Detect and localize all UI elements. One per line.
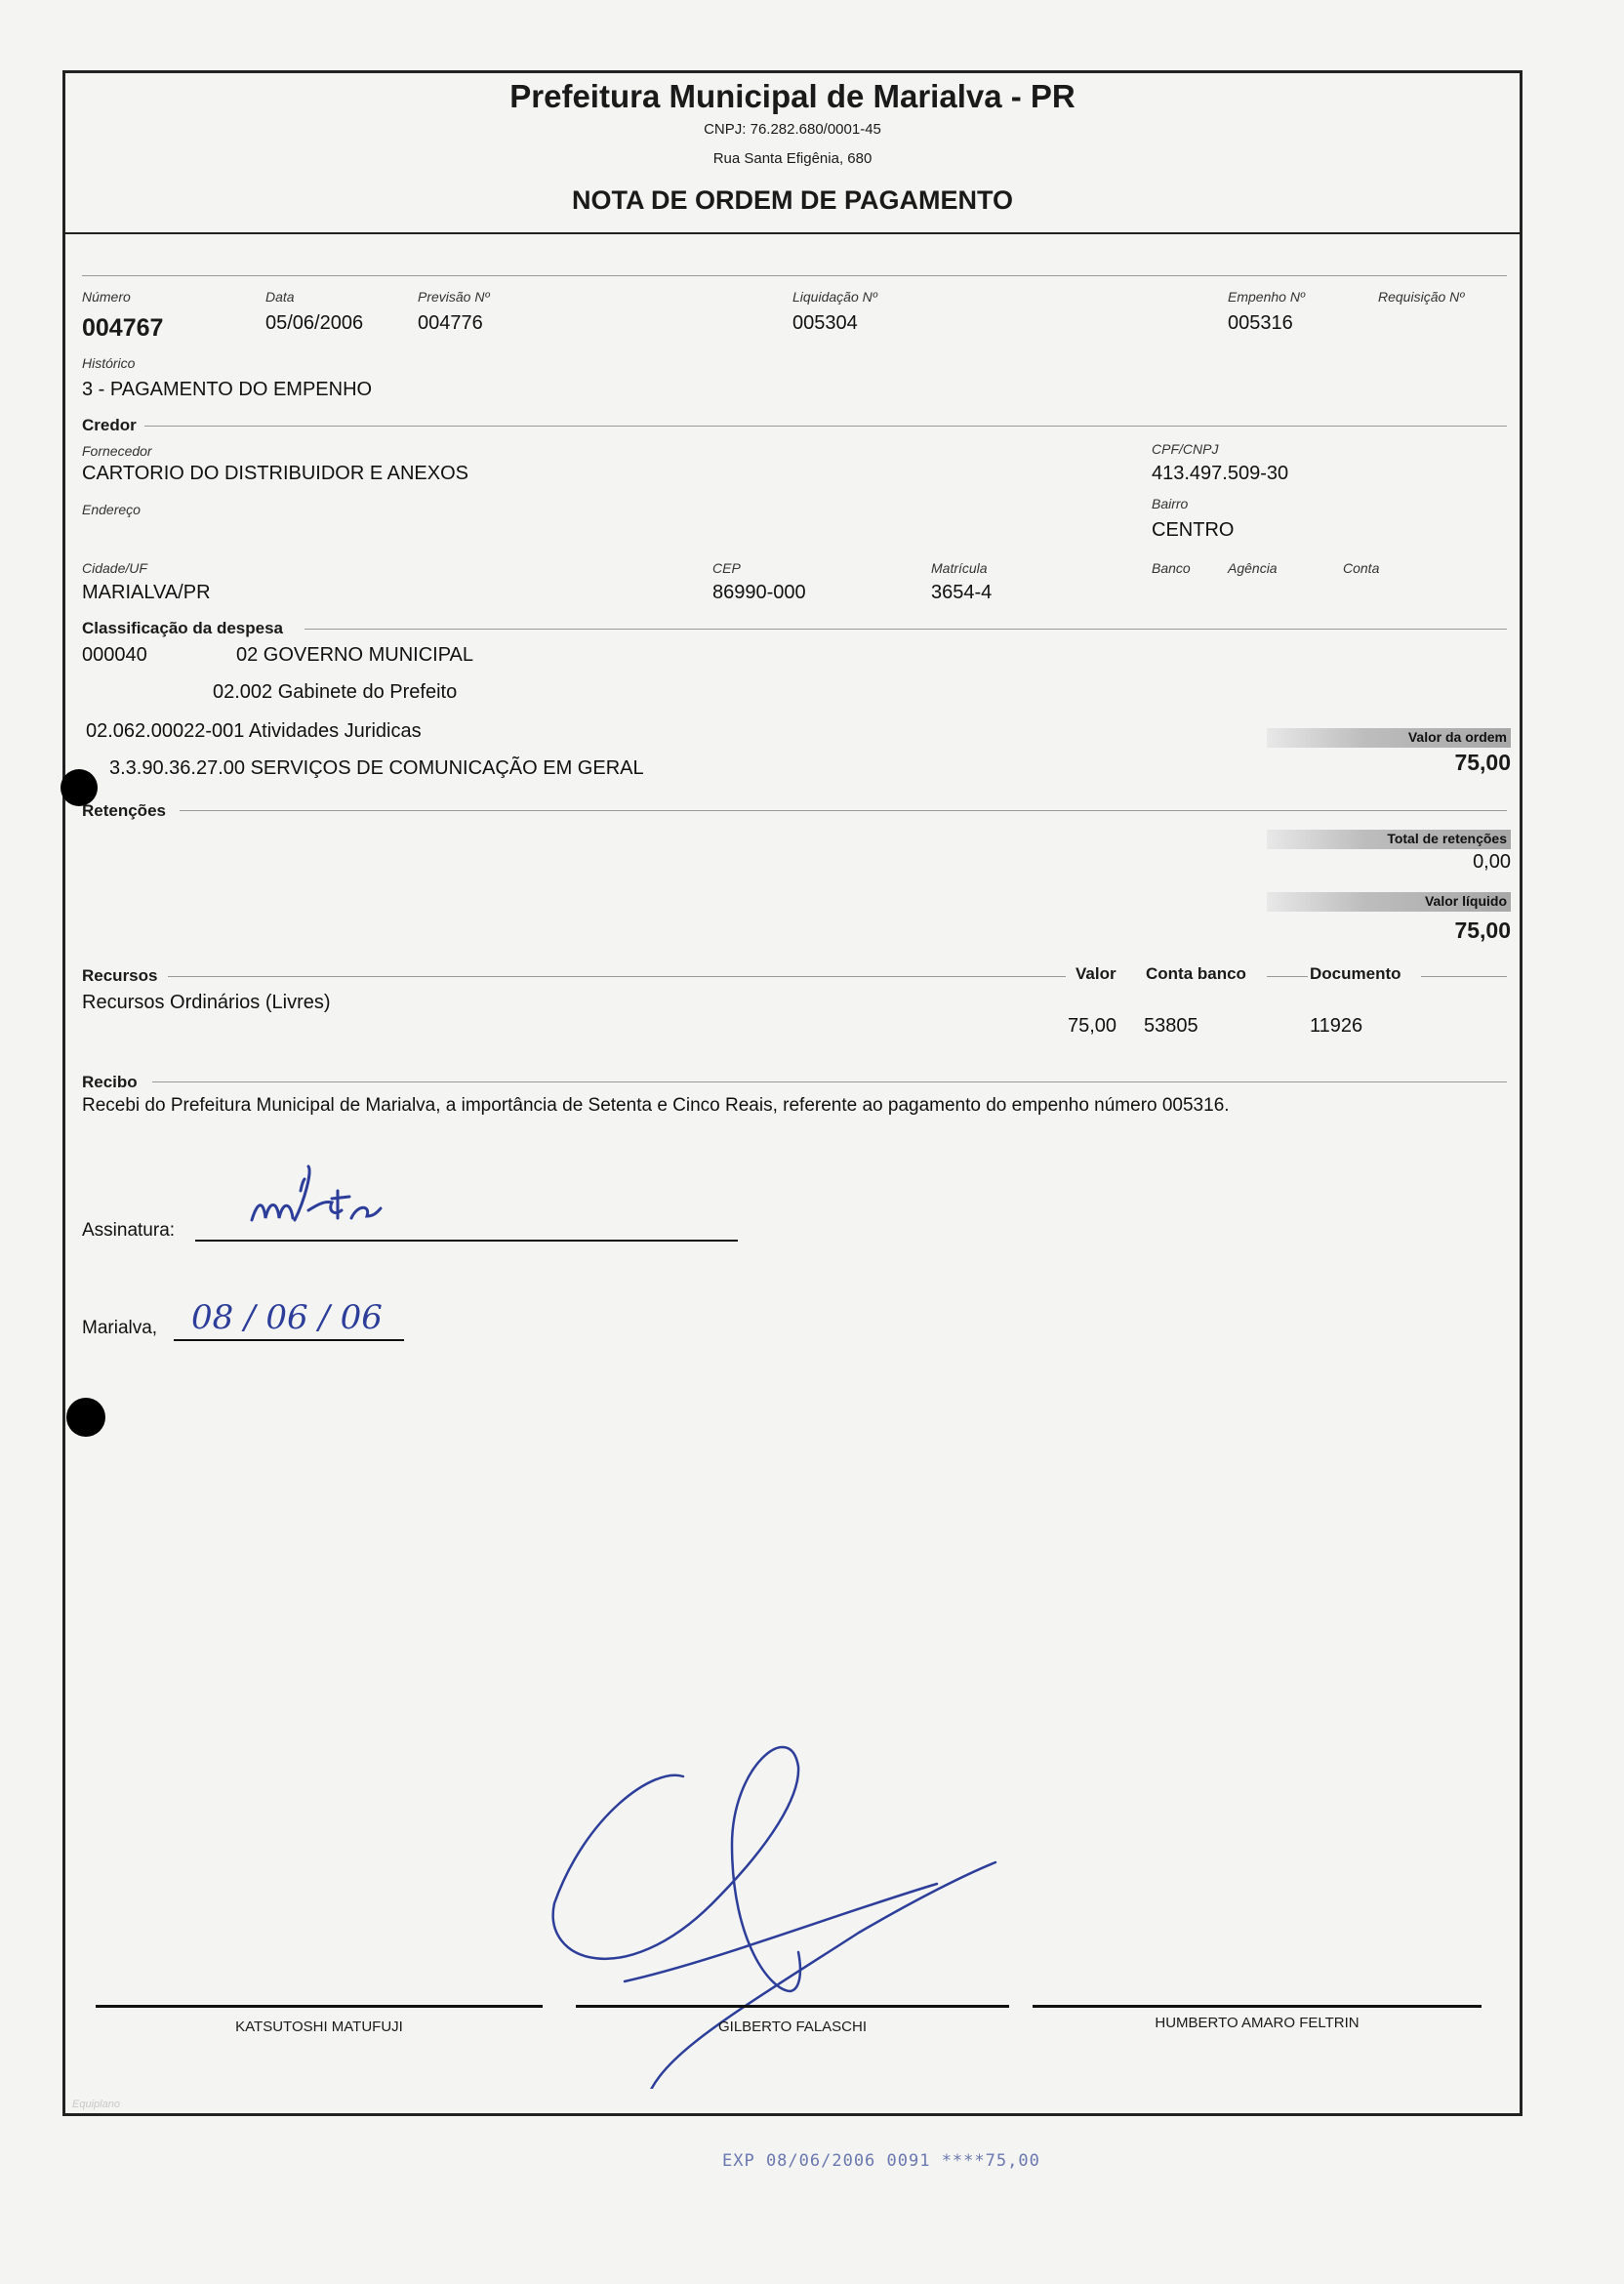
credor-section-title: Credor: [82, 416, 137, 434]
data-value: 05/06/2006: [265, 312, 364, 334]
document-title: NOTA DE ORDEM DE PAGAMENTO: [571, 185, 1013, 215]
valor-liquido-value: 75,00: [1454, 918, 1511, 943]
retencoes-section-title: Retenções: [82, 801, 166, 820]
recibo-divider: [152, 1081, 1507, 1082]
valor-liquido-bar: [1267, 892, 1511, 912]
classificacao-l3: 02.062.00022-001 Atividades Juridicas: [86, 720, 422, 742]
recursos-section-title: Recursos: [82, 966, 158, 985]
cidade-value: MARIALVA/PR: [82, 582, 211, 603]
liquidacao-value: 005304: [792, 312, 858, 334]
signatory-line-2: [576, 2005, 1009, 2008]
recibo-text: Recebi do Prefeitura Municipal de Marialva, a importância de Setenta e Cinco Reais, referente ao pagamento do empenho número 005316.: [82, 1095, 1230, 1116]
bank-stamp: EXP 08/06/2006 0091 ****75,00: [722, 2151, 1040, 2171]
valor-ordem-value: 75,00: [1454, 750, 1511, 775]
requisicao-label: Requisição Nº: [1378, 289, 1465, 305]
data-label: Data: [265, 289, 295, 305]
recibo-section-title: Recibo: [82, 1073, 138, 1091]
banco-label: Banco: [1152, 560, 1191, 576]
bairro-value: CENTRO: [1152, 519, 1235, 541]
total-retencoes-bar: [1267, 830, 1511, 849]
cpf-label: CPF/CNPJ: [1152, 441, 1219, 457]
classificacao-l2: 02.002 Gabinete do Prefeito: [213, 681, 458, 703]
recursos-conta-header: Conta banco: [1146, 964, 1246, 983]
previsao-label: Previsão Nº: [418, 289, 490, 305]
recursos-valor: 75,00: [1068, 1015, 1117, 1037]
signatory-name-2: GILBERTO FALASCHI: [718, 2019, 867, 2035]
punch-hole-bottom: [66, 1398, 105, 1437]
recursos-documento-header: Documento: [1310, 964, 1401, 983]
numero-value: 004767: [82, 314, 164, 342]
municipality-title: Prefeitura Municipal de Marialva - PR: [509, 78, 1076, 114]
credor-divider: [144, 426, 1507, 427]
empenho-label: Empenho Nº: [1228, 289, 1306, 305]
cep-value: 86990-000: [712, 582, 806, 603]
top-divider: [82, 275, 1507, 276]
signatory-name-1: KATSUTOSHI MATUFUJI: [235, 2019, 403, 2035]
recursos-descricao: Recursos Ordinários (Livres): [82, 992, 331, 1013]
valor-ordem-bar: [1267, 728, 1511, 748]
cep-label: CEP: [712, 560, 741, 576]
fornecedor-label: Fornecedor: [82, 443, 152, 459]
bairro-label: Bairro: [1152, 496, 1189, 511]
system-watermark: Equiplano: [72, 2099, 120, 2110]
signatory-line-3: [1033, 2005, 1482, 2008]
recursos-conta: 53805: [1144, 1015, 1198, 1037]
date-line: [174, 1339, 404, 1341]
fornecedor-value: CARTORIO DO DISTRIBUIDOR E ANEXOS: [82, 463, 468, 484]
historico-label: Histórico: [82, 355, 136, 371]
conta-label: Conta: [1343, 560, 1380, 576]
header-divider: [62, 232, 1522, 234]
liquidacao-label: Liquidação Nº: [792, 289, 877, 305]
historico-value: 3 - PAGAMENTO DO EMPENHO: [82, 379, 373, 400]
retencoes-divider: [180, 810, 1507, 811]
matricula-value: 3654-4: [931, 582, 993, 603]
numero-label: Número: [82, 289, 131, 305]
total-retencoes-label: Total de retenções: [1387, 831, 1507, 846]
recursos-divider: [168, 976, 1066, 977]
signatory-name-3: HUMBERTO AMARO FELTRIN: [1155, 2015, 1360, 2031]
valor-ordem-label: Valor da ordem: [1407, 729, 1507, 745]
address-line: Rua Santa Efigênia, 680: [712, 150, 873, 167]
recursos-end-divider: [1421, 976, 1507, 977]
recipient-signature: [244, 1162, 478, 1240]
agencia-label: Agência: [1228, 560, 1278, 576]
total-retencoes-value: 0,00: [1473, 851, 1511, 873]
recursos-mid-divider: [1267, 976, 1308, 977]
matricula-label: Matrícula: [931, 560, 988, 576]
recursos-valor-header: Valor: [1076, 964, 1116, 983]
classificacao-l1: 02 GOVERNO MUNICIPAL: [236, 644, 474, 666]
classificacao-divider: [304, 629, 1507, 630]
cidade-label: Cidade/UF: [82, 560, 147, 576]
recursos-documento: 11926: [1310, 1015, 1363, 1037]
valor-liquido-label: Valor líquido: [1424, 893, 1507, 909]
classificacao-code: 000040: [82, 644, 147, 666]
signatory-line-1: [96, 2005, 543, 2008]
handwritten-date: 08 / 06 / 06: [191, 1298, 383, 1337]
assinatura-label: Assinatura:: [82, 1220, 176, 1241]
endereco-label: Endereço: [82, 502, 141, 517]
approval-signature: [547, 1737, 1015, 2089]
empenho-value: 005316: [1228, 312, 1293, 334]
cnpj-line: CNPJ: 76.282.680/0001-45: [704, 121, 881, 138]
assinatura-line: [195, 1240, 738, 1242]
previsao-value: 004776: [418, 312, 483, 334]
cpf-value: 413.497.509-30: [1152, 463, 1289, 484]
classificacao-section-title: Classificação da despesa: [82, 619, 284, 637]
marialva-label: Marialva,: [82, 1318, 158, 1338]
classificacao-l4: 3.3.90.36.27.00 SERVIÇOS DE COMUNICAÇÃO EM GERAL: [109, 757, 644, 779]
